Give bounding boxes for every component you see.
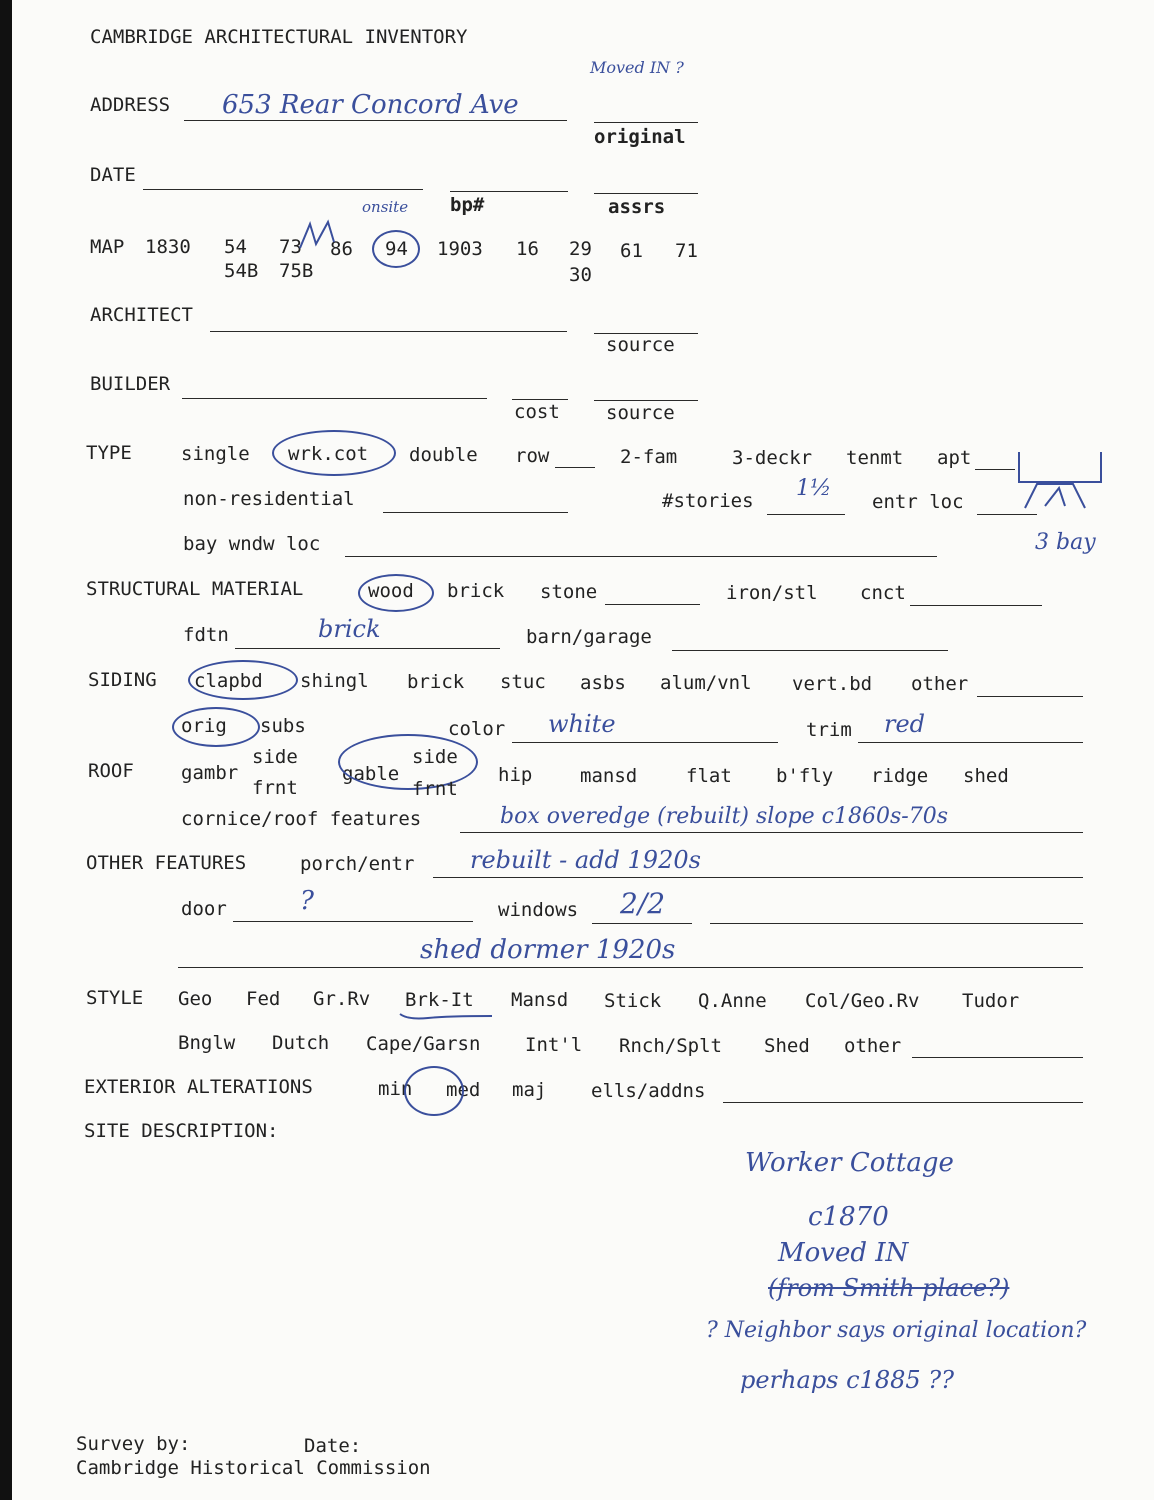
other-features-line <box>178 967 1083 968</box>
note-date: c1870 <box>808 1202 889 1232</box>
siding-other: other <box>911 673 969 695</box>
map-label: MAP <box>90 236 125 258</box>
dormer-value: shed dormer 1920s <box>420 935 676 965</box>
stories-value: 1½ <box>796 476 832 501</box>
organization: Cambridge Historical Commission <box>76 1457 431 1479</box>
builder-source-label: source <box>606 402 675 424</box>
fdtn-value: brick <box>318 615 381 643</box>
checkmark-icon <box>298 218 340 254</box>
gable-side: side <box>412 746 458 768</box>
map-86: 86 <box>330 238 353 260</box>
type-3deckr: 3-deckr <box>732 447 813 469</box>
siding-alum: alum/vnl <box>660 672 752 694</box>
cornice-label: cornice/roof features <box>181 808 422 830</box>
roof-ridge: ridge <box>871 765 929 787</box>
bay-label: bay wndw loc <box>183 533 321 555</box>
brkit-underline-icon <box>398 1010 494 1022</box>
style-other: other <box>844 1035 902 1057</box>
style-brkit: Brk-It <box>405 989 474 1011</box>
map-16: 16 <box>516 238 539 260</box>
barn-label: barn/garage <box>526 626 652 648</box>
fdtn-line <box>235 648 500 649</box>
cornice-line <box>460 832 1083 833</box>
material-wood: wood <box>368 580 414 602</box>
siding-label: SIDING <box>88 669 157 691</box>
style-cape: Cape/Garsn <box>366 1033 481 1055</box>
address-line <box>184 120 567 121</box>
map-1830: 1830 <box>145 236 191 258</box>
apt-line <box>975 469 1015 470</box>
windows-value: 2/2 <box>620 887 666 920</box>
wrkcot-circle <box>272 430 396 476</box>
row-line <box>555 467 595 468</box>
alt-ells: ells/addns <box>591 1080 706 1102</box>
entr-label: entr loc <box>872 491 964 513</box>
builder-label: BUILDER <box>90 373 171 395</box>
entr-line <box>977 514 1037 515</box>
color-label: color <box>448 718 506 740</box>
note-from: (from Smith place?) <box>768 1274 1010 1302</box>
roof-flat: flat <box>686 765 732 787</box>
siding-stuc: stuc <box>500 671 546 693</box>
color-value: white <box>548 710 616 738</box>
map-75b: 75B <box>279 260 314 282</box>
siding-shingl: shingl <box>300 670 369 692</box>
architect-line <box>210 331 567 332</box>
cost-line <box>512 399 568 400</box>
site-label: SITE DESCRIPTION: <box>84 1120 279 1142</box>
porch-value: rebuilt - add 1920s <box>470 846 701 874</box>
bay-line <box>345 556 937 557</box>
map-94-circle <box>372 230 420 268</box>
roof-gambr: gambr <box>181 762 239 784</box>
nonres-label: non-residential <box>183 488 355 510</box>
form-title: CAMBRIDGE ARCHITECTURAL INVENTORY <box>90 26 468 48</box>
builder-source-line <box>594 400 698 401</box>
architect-label: ARCHITECT <box>90 304 193 326</box>
gambr-side: side <box>252 746 298 768</box>
style-other-line <box>912 1057 1083 1058</box>
windows-line-2 <box>710 923 1083 924</box>
note-neighbor: ? Neighbor says original location? <box>706 1318 1087 1343</box>
roof-mansd: mansd <box>580 765 638 787</box>
survey-label: Survey by: <box>76 1433 191 1455</box>
alt-maj: maj <box>512 1079 547 1101</box>
porch-line <box>433 877 1083 878</box>
cornice-value: box overedge (rebuilt) slope c1860s-70s <box>500 804 948 829</box>
wood-circle <box>358 574 434 612</box>
type-row: row <box>515 445 550 467</box>
original-label: original <box>594 126 686 148</box>
gambr-frnt: frnt <box>252 777 298 799</box>
stories-line <box>767 514 845 515</box>
architect-source-label: source <box>606 334 675 356</box>
note-moved: Moved IN <box>778 1238 909 1268</box>
address-label: ADDRESS <box>90 94 171 116</box>
porch-label: porch/entr <box>300 853 415 875</box>
ells-line <box>723 1102 1083 1103</box>
style-tudor: Tudor <box>962 990 1020 1012</box>
survey-date-label: Date: <box>304 1435 362 1457</box>
roof-hip: hip <box>498 764 533 786</box>
type-double: double <box>409 444 478 466</box>
alt-med: med <box>446 1079 481 1101</box>
barn-line <box>672 650 948 651</box>
subs-label: subs <box>260 715 306 737</box>
map-54: 54 <box>224 236 247 258</box>
orig-circle <box>172 707 260 747</box>
door-line <box>233 921 473 922</box>
alt-min: min <box>378 1078 413 1100</box>
style-stick: Stick <box>604 990 662 1012</box>
siding-brick: brick <box>407 671 465 693</box>
map-30: 30 <box>569 264 592 286</box>
moved-note: Moved IN ? <box>590 58 684 77</box>
style-dutch: Dutch <box>272 1032 330 1054</box>
original-line <box>594 122 698 123</box>
style-intl: Int'l <box>525 1034 583 1056</box>
roof-gable: gable <box>342 763 400 785</box>
note-perhaps: perhaps c1885 ?? <box>740 1366 954 1394</box>
type-apt: apt <box>937 447 972 469</box>
style-geo: Geo <box>178 988 213 1010</box>
style-shed: Shed <box>764 1035 810 1057</box>
structural-label: STRUCTURAL MATERIAL <box>86 578 304 600</box>
scan-edge <box>0 0 12 1500</box>
style-grrv: Gr.Rv <box>313 988 371 1010</box>
color-line <box>512 742 778 743</box>
map-94: 94 <box>385 238 408 260</box>
type-wrkcot: wrk.cot <box>288 443 369 465</box>
style-mansd: Mansd <box>511 989 569 1011</box>
siding-asbs: asbs <box>580 672 626 694</box>
type-2fam: 2-fam <box>620 446 678 468</box>
door-value: ? <box>300 886 314 916</box>
bp-line <box>450 191 568 192</box>
trim-line <box>858 742 1083 743</box>
map-73: 73 <box>279 236 302 258</box>
material-brick: brick <box>447 580 505 602</box>
clapbd-circle <box>188 660 298 700</box>
map-71: 71 <box>675 240 698 262</box>
address-value: 653 Rear Concord Ave <box>222 90 519 120</box>
date-label: DATE <box>90 164 136 186</box>
door-label: door <box>181 898 227 920</box>
assrs-label: assrs <box>608 196 666 218</box>
material-stone: stone <box>540 581 598 603</box>
siding-clapbd: clapbd <box>194 670 263 692</box>
type-single: single <box>181 443 250 465</box>
trim-value: red <box>884 710 926 738</box>
style-rnch: Rnch/Splt <box>619 1035 722 1057</box>
roof-bfly: b'fly <box>776 765 834 787</box>
cnct-line <box>910 605 1042 606</box>
style-qanne: Q.Anne <box>698 990 767 1012</box>
bay-value: 3 bay <box>1035 530 1096 555</box>
assrs-line <box>594 193 698 194</box>
material-cnct: cnct <box>860 582 906 604</box>
roof-label: ROOF <box>88 760 134 782</box>
style-fed: Fed <box>246 988 281 1010</box>
roof-shed: shed <box>963 765 1009 787</box>
ext-alt-label: EXTERIOR ALTERATIONS <box>84 1076 313 1098</box>
material-iron: iron/stl <box>726 582 818 604</box>
trim-label: trim <box>806 719 852 741</box>
stories-label: #stories <box>662 490 754 512</box>
min-med-circle <box>404 1066 464 1116</box>
nonres-line <box>383 512 568 513</box>
onsite-note: onsite <box>362 198 409 216</box>
style-bnglw: Bnglw <box>178 1032 236 1054</box>
note-worker-cottage: Worker Cottage <box>745 1148 954 1178</box>
type-label: TYPE <box>86 442 132 464</box>
stone-line <box>605 604 700 605</box>
style-colgeo: Col/Geo.Rv <box>805 990 920 1012</box>
house-sketch-icon <box>1015 448 1107 518</box>
gable-frnt: frnt <box>412 778 458 800</box>
orig-label: orig <box>181 715 227 737</box>
cost-label: cost <box>514 401 560 423</box>
builder-line <box>182 398 487 399</box>
windows-label: windows <box>498 899 579 921</box>
map-61: 61 <box>620 240 643 262</box>
date-line <box>143 189 423 190</box>
windows-line <box>592 923 692 924</box>
siding-other-line <box>977 696 1083 697</box>
fdtn-label: fdtn <box>183 624 229 646</box>
type-tenmt: tenmt <box>846 447 904 469</box>
bp-label: bp# <box>450 194 485 216</box>
map-29: 29 <box>569 238 592 260</box>
style-label: STYLE <box>86 987 144 1009</box>
other-features-label: OTHER FEATURES <box>86 852 247 874</box>
map-54b: 54B <box>224 260 259 282</box>
siding-vert: vert.bd <box>792 673 873 695</box>
map-1903: 1903 <box>437 238 483 260</box>
